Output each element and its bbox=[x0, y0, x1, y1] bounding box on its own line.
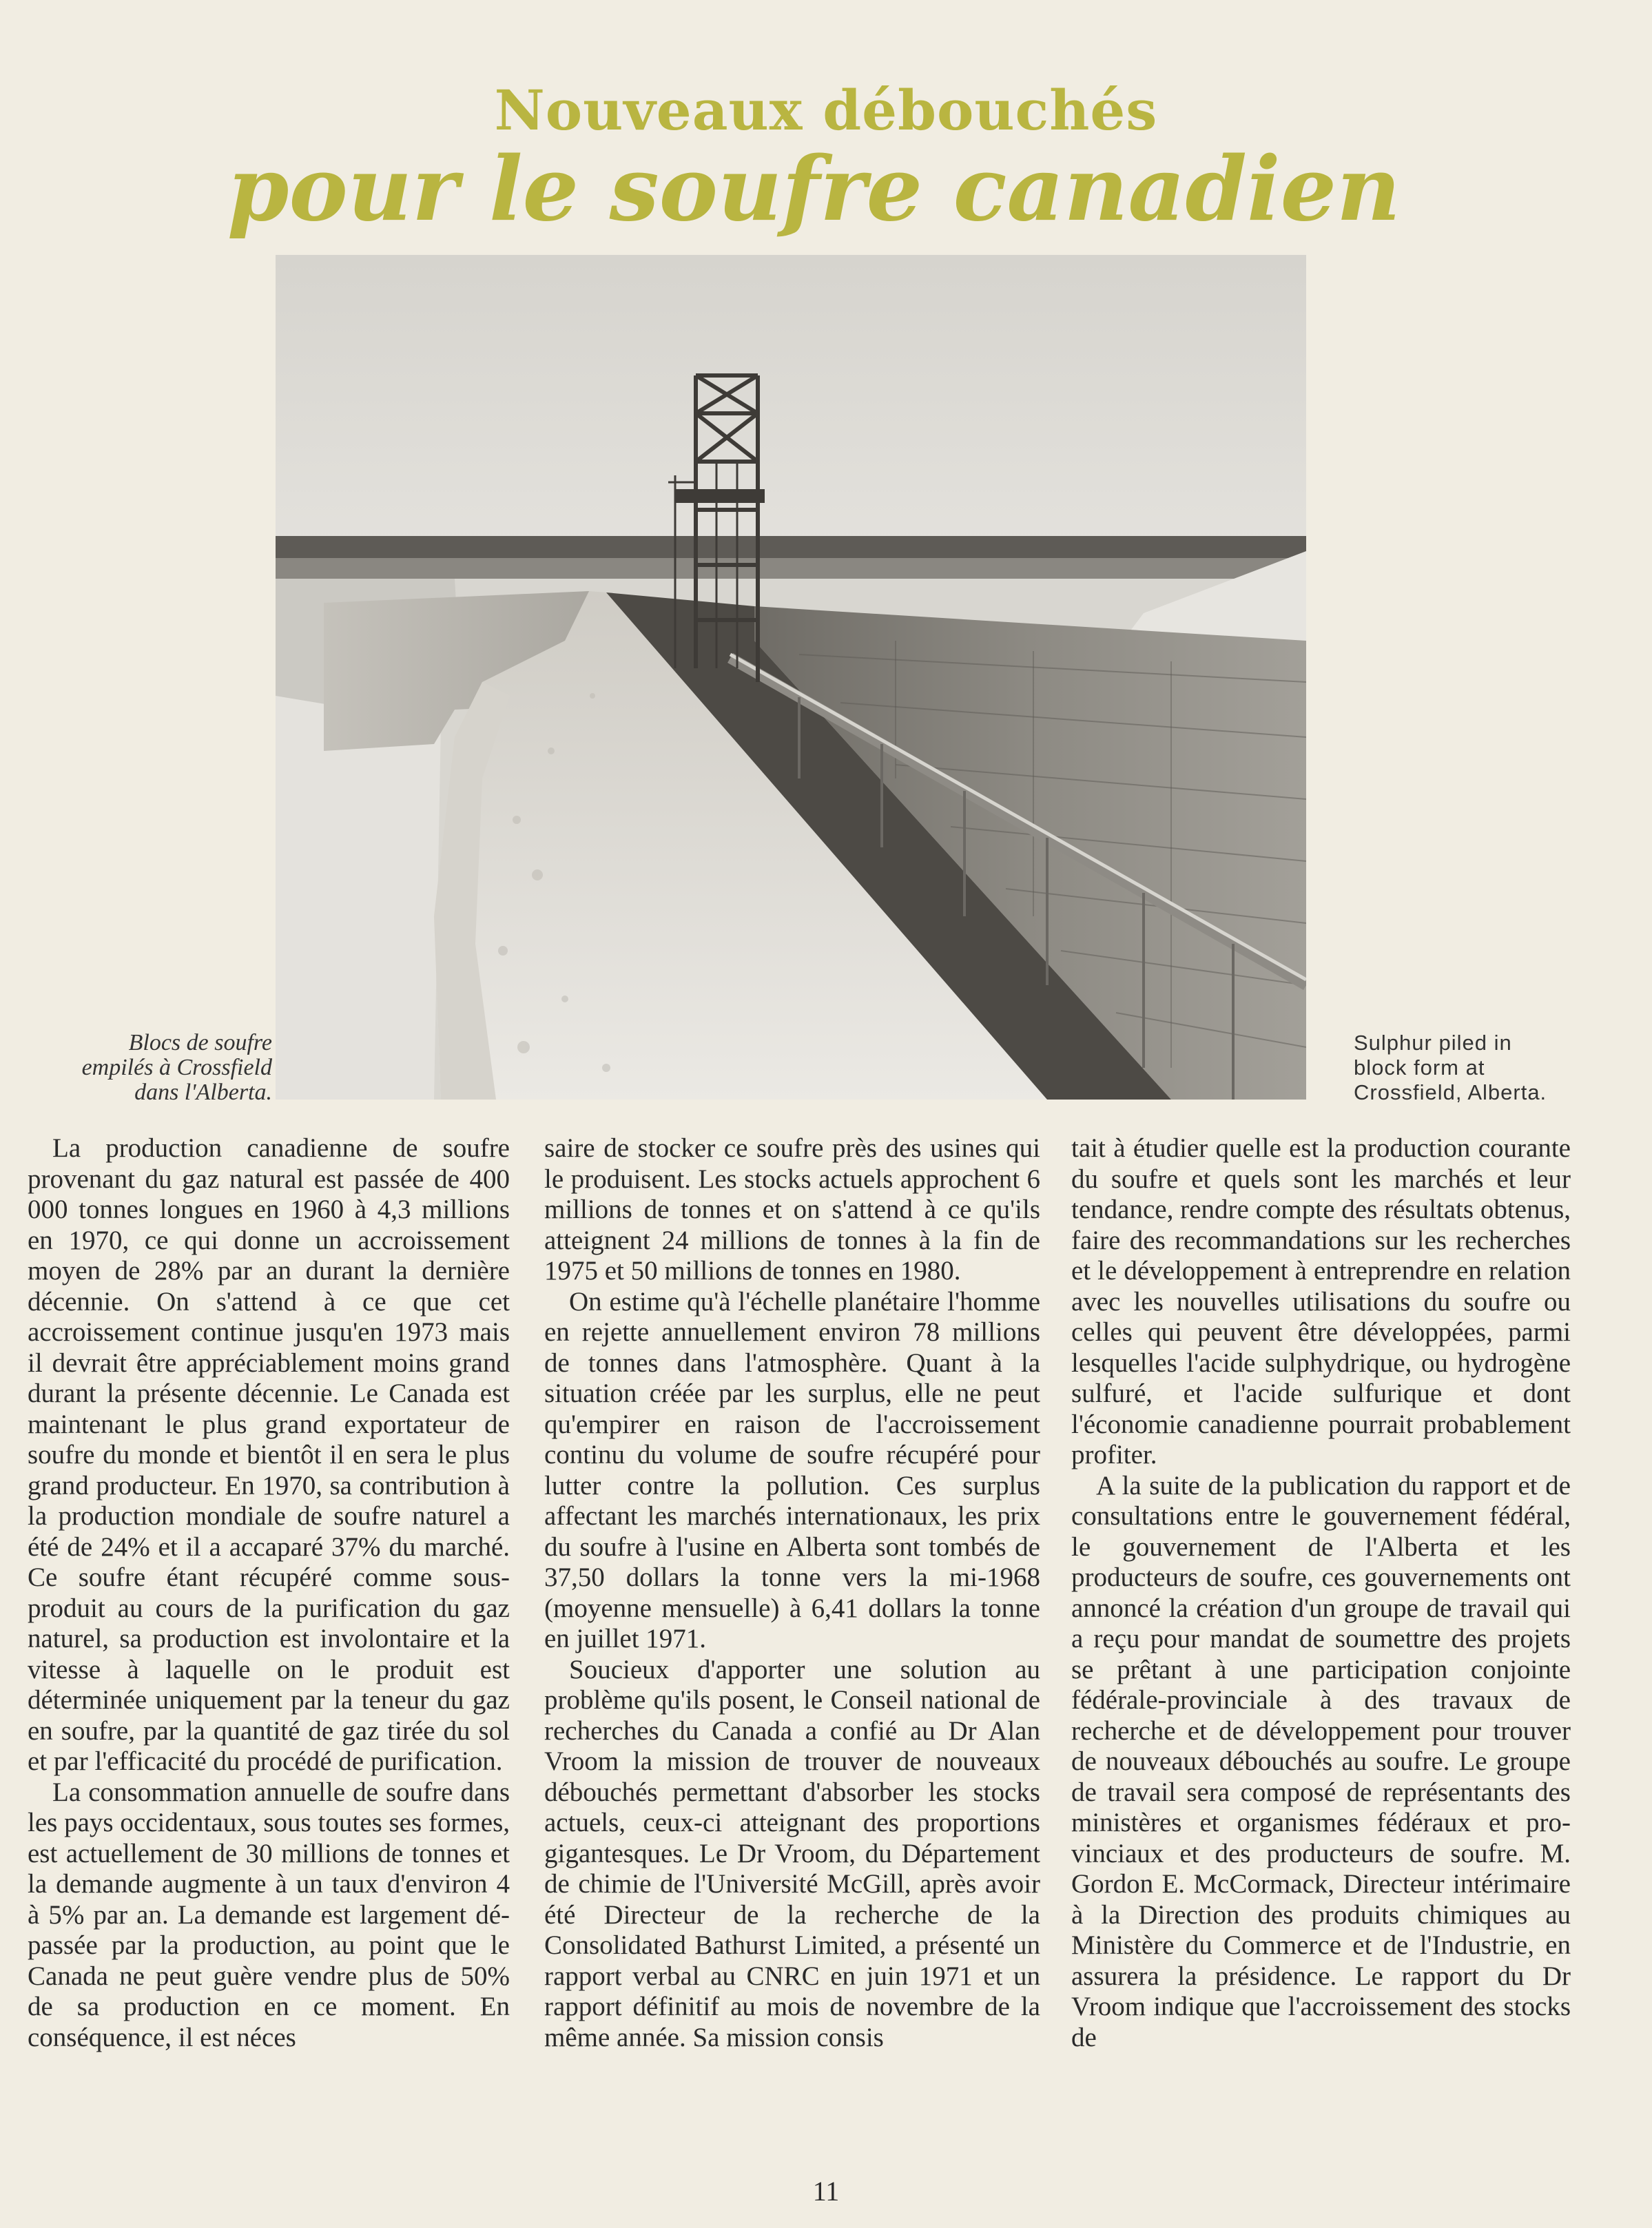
title-line-1: Nouveaux débouchés bbox=[494, 78, 1158, 143]
paragraph: A la suite de la publication du rapport et de consultations entre le gouvernement fédéral, le gouvernement de l'Alberta et les producteurs de soufre, ces gouvernements ont annoncé la création d'un groupe de travail qui a reçu pour mandat de soumettre des projets se prêtant à une participation conjointe fédérale-provinciale à des travaux de recherche et de développement pour trouver de nouveaux débouchés au soufre. Le groupe de travail sera composé de représentants des ministères et organismes fédéraux et provinciaux et des producteurs de soufre. M. Gordon E. McCormack, Directeur intérimaire à la Direction des produits chimiques au Ministère du Commerce et de l'Industrie, en assurera la présidence. Le rapport du Dr Vroom indique que l'accroissement des stocks de bbox=[1071, 1470, 1571, 2052]
paragraph: saire de stocker ce soufre près des usines qui le produisent. Les stocks actuels approchent 6 millions de tonnes et on s'attend à ce qu'ils atteignent 24 millions de tonnes à la fin de 1975 et 50 millions de tonnes en 1980. bbox=[544, 1133, 1040, 1286]
article-column-1 bbox=[28, 1133, 510, 2053]
article-column-2 bbox=[544, 1133, 1040, 2053]
page-number: 11 bbox=[812, 2176, 840, 2207]
caption-en-line: block form at bbox=[1354, 1055, 1485, 1080]
paragraph: Soucieux d'apporter une solution au problème qu'ils posent, le Conseil national de recherches du Canada a confié au Dr Alan Vroom la mission de trouver de nouveaux débouchés permettant d'absorber les stocks actuels, ceux-ci atteignant des proportions gigantesques. Le Dr Vroom, du Département de chimie de l'Université McGill, après avoir été Directeur de la recherche de la Consolidated Bathurst Limited, a présenté un rapport verbal au CNRC en juin 1971 et un rapport définitif au mois de novembre de la même année. Sa mission consis bbox=[544, 1654, 1040, 2052]
sulphur-blocks-photo bbox=[276, 255, 1306, 1100]
paragraph: La production canadienne de soufre provenant du gaz natural est passée de 400 000 tonnes longues en 1960 à 4,3 millions en 1970, ce qui donne un accroissement moyen de 28% par an durant la dernière décennie. On s'attend à ce que cet accroissement continue jusqu'en 1973 mais il devrait être appréciablement moins grand durant la présente décennie. Le Canada est maintenant le plus grand exportateur de soufre du monde et bientôt il en sera le plus grand producteur. En 1970, sa contribution à la production mondiale de soufre naturel a été de 24% et il a accaparé 37% du marché. Ce soufre étant récupéré comme sous-produit au cours de la purification du gaz naturel, sa production est involontaire et la vitesse à laquelle on le produit est déterminée uniquement par la teneur du gaz en soufre, par la quantité de gaz tirée du sol et par l'efficacité du procédé de purification. bbox=[28, 1133, 510, 1776]
title-line-2: pour le soufre canadien bbox=[227, 138, 1401, 241]
caption-fr-line: empilés à Crossfield bbox=[81, 1055, 272, 1080]
caption-en-line: Crossfield, Alberta. bbox=[1354, 1080, 1547, 1104]
caption-en-line: Sulphur piled in bbox=[1354, 1031, 1512, 1055]
caption-fr-line: Blocs de soufre bbox=[128, 1030, 272, 1055]
caption-fr-line: dans l'Alberta. bbox=[134, 1080, 272, 1105]
photo-caption-english bbox=[1354, 1031, 1643, 1105]
paragraph: tait à étudier quelle est la production courante du soufre et quels sont les marchés et leur tendance, rendre compte des résultats obtenus, faire des recommandations sur les recherches et le développement à entreprendre en relation avec les nouvelles utilisations du soufre ou celles qui peuvent être développées, parmi lesquelles l'acide sulphydrique, ou hydrogène sulfuré, et l'acide sulfurique et dont l'économie canadienne pourrait probablement profiter. bbox=[1071, 1133, 1571, 1469]
photo-caption-french bbox=[28, 1031, 272, 1105]
paragraph: La consommation annuelle de soufre dans les pays occidentaux, sous toutes ses formes, est actuellement de 30 millions de tonnes et la demande augmente à un taux d'environ 4 à 5% par an. La demande est largement dépassée par la production, au point que le Canada ne peut guère vendre plus de 50% de sa production en ce moment. En conséquence, il est néces bbox=[28, 1777, 510, 2052]
paragraph: On estime qu'à l'échelle planétaire l'homme en rejette annuellement environ 78 millions de tonnes dans l'atmosphère. Quant à la situation créée par les surplus, elle ne peut qu'empirer en raison de l'accroissement continu du volume de soufre récupéré pour lutter contre la pollution. Ces surplus affectant les marchés internationaux, les prix du soufre à l'usine en Alberta sont tombés de 37,50 dollars la tonne vers la mi-1968 (moyenne mensuelle) à 6,41 dollars la tonne en juillet 1971. bbox=[544, 1286, 1040, 1653]
article-column-3 bbox=[1071, 1133, 1571, 2053]
